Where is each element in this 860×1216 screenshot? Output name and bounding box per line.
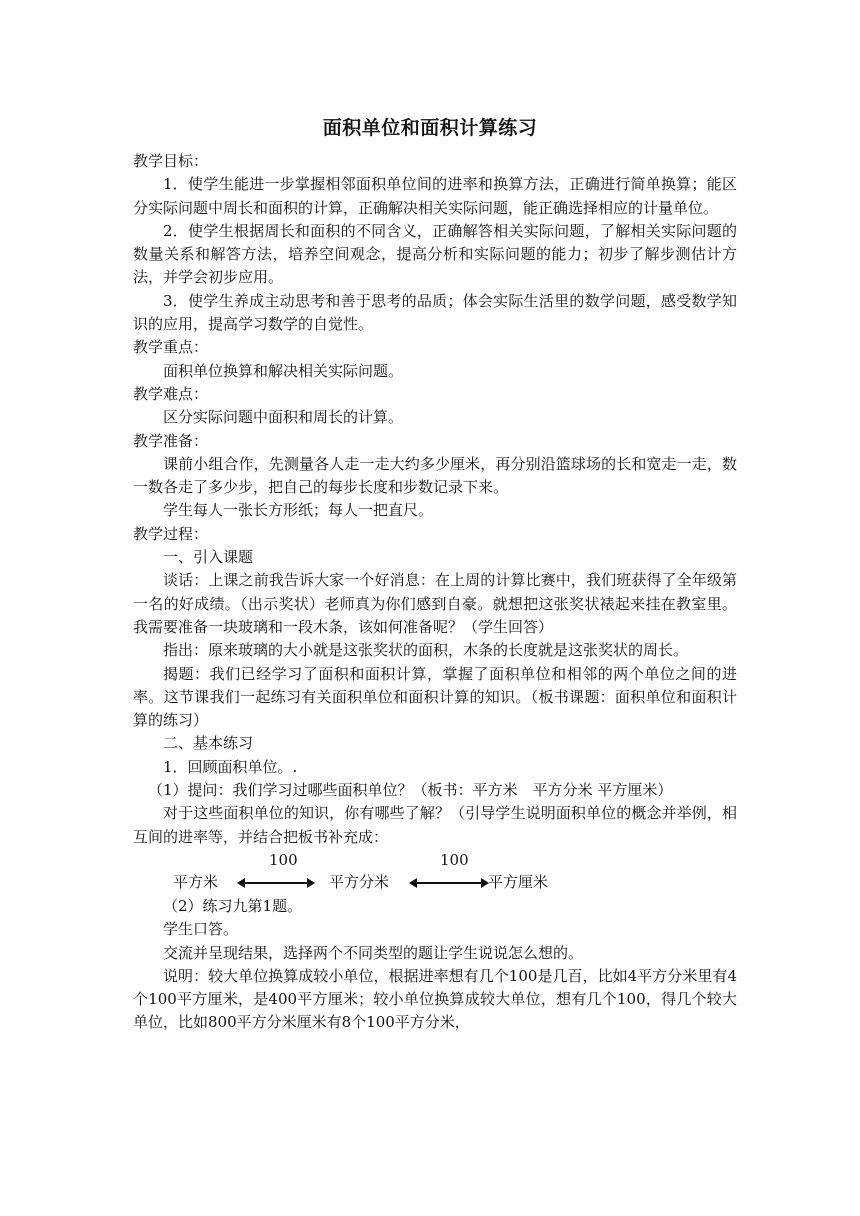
part1-heading: 一、引入课题 [163,548,254,567]
unit-conversion-diagram [133,849,737,895]
question-1-follow: 对于这些面积单位的知识，你有哪些了解？（引导学生说明面积单位的概念并举例，相互间的进率等，并结合把板书补充成： [133,804,737,846]
review-paragraph: 1．回顾面积单位。. [163,757,298,776]
goal-1: 1．使学生能进一步掌握相邻面积单位间的进率和换算方法，正确进行简单换算；能区分实际问题中周长和面积的计算，正确解决相关实际问题，能正确选择相应的计量单位。 [133,175,737,217]
double-arrow-1 [243,882,309,884]
unit-square-centimeter: 平方厘米 [488,872,549,891]
question-2: （2）练习九第1题。 [163,896,303,915]
exchange-paragraph: 交流并呈现结果，选择两个不同类型的题让学生说说怎么想的。 [163,943,584,962]
double-arrow-2 [415,882,483,884]
question-2-answer: 学生口答。 [163,920,239,939]
prep-1: 课前小组合作，先测量各人走一走大约多少厘米，再分别沿篮球场的长和宽走一走，数一数各走了多少步，把自己的每步长度和步数记录下来。 [133,454,737,497]
process-heading: 教学过程： [133,524,209,543]
rate-label-2: 100 [440,850,469,869]
prep-2: 学生每人一张长方形纸；每人一把直尺。 [163,501,434,520]
difficulty-text: 区分实际问题中面积和周长的计算。 [163,408,404,427]
page-title: 面积单位和面积计算练习 [322,117,538,139]
unit-square-decimeter: 平方分米 [329,872,390,891]
reveal-paragraph: 揭题：我们已经学习了面积和面积计算，掌握了面积单位和相邻的两个单位之间的进率。这节课我们一起练习有关面积单位和面积计算的知识。（板书课题：面积单位和面积计算的练习） [133,664,737,730]
goal-3: 3．使学生养成主动思考和善于思考的品质；体会实际生活里的数学问题，感受数学知识的应用，提高学习数学的自觉性。 [133,291,737,334]
point-paragraph: 指出：原来玻璃的大小就是这张奖状的面积，木条的长度就是这张奖状的周长。 [163,641,689,660]
goal-heading: 教学目标： [133,152,209,170]
key-text: 面积单位换算和解决相关实际问题。 [163,361,404,380]
talk-paragraph: 谈话：上课之前我告诉大家一个好消息：在上周的计算比赛中，我们班获得了全年级第一名的好成绩。（出示奖状）老师真为你们感到自豪。就想把这张奖状裱起来挂在教室里。我需要准备一块玻璃和一段木条，该如何准备呢？（学生回答） [133,571,737,636]
difficulty-heading: 教学难点： [133,384,209,403]
question-1: （1）提问：我们学习过哪些面积单位？（板书：平方米 平方分米 平方厘米） [148,781,673,800]
part2-heading: 二、基本练习 [163,734,254,753]
unit-square-meter: 平方米 [173,872,219,891]
key-heading: 教学重点： [133,338,209,357]
rate-label-1: 100 [269,850,298,869]
explain-paragraph: 说明：较大单位换算成较小单位，根据进率想有几个100是几百，比如4平方分米里有4个100平方厘米，是400平方厘米；较小单位换算成较大单位，想有几个100，得几个较大单位，比如800平方分米厘米有8个100平方分米， [133,966,737,1032]
document-body [133,150,737,1035]
prep-heading: 教学准备： [133,431,209,450]
goal-2: 2．使学生根据周长和面积的不同含义，正确解答相关实际问题，了解相关实际问题的数量关系和解答方法，培养空间观念，提高分析和实际问题的能力；初步了解步测估计方法，并学会初步应用。 [133,221,737,287]
